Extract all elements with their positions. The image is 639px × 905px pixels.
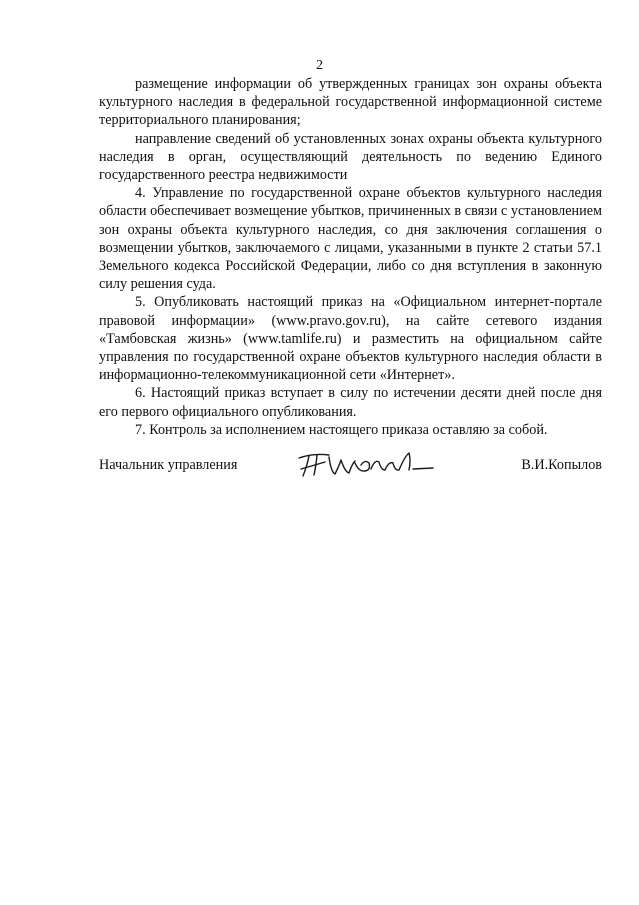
paragraph-real-estate-registry: направление сведений об установленных зонах охраны объекта культурного наследия в орган, осуществляющий деятельность по ведению Единого государственного реестра недвижимости — [99, 130, 602, 184]
paragraph-5-publication: 5. Опубликовать настоящий приказ на «Официальном интернет-портале правовой информации» (www.pravo.gov.ru), на сайте сетевого издания «Тамбовская жизнь» (www.tamlife.ru) и разместить на официальном сайте управления по государственной охране объектов культурного наследия области в информационно-телекоммуникационной сети «Интернет». — [99, 294, 602, 384]
paragraph-4-compensation: 4. Управление по государственной охране объектов культурного наследия области обеспечивает возмещение убытков, причиненных в связи с установлением зон охраны объекта культурного наследия, со дня заключения соглашения о возмещении убытков, заключаемого с лицами, указанными в пункте 2 статьи 57.1 Земельного кодекса Российской Федерации, либо со дня вступления в законную силу решения суда. — [99, 185, 602, 293]
paragraph-7-control: 7. Контроль за исполнением настоящего приказа оставляю за собой. — [135, 421, 548, 438]
signatory-title: Начальник управления — [99, 457, 238, 473]
paragraph-6-entry-into-force: 6. Настоящий приказ вступает в силу по истечении десяти дней после дня его первого официального опубликования. — [99, 385, 602, 420]
paragraph-territorial-planning: размещение информации об утвержденных границах зон охраны объекта культурного наследия в федеральной государственной информационной системе территориального планирования; — [99, 76, 602, 129]
signatory-name: В.И.Копылов — [521, 457, 602, 473]
page-number: 2 — [316, 58, 323, 73]
document-body — [99, 75, 602, 439]
handwritten-signature — [293, 444, 443, 484]
signature-block — [99, 452, 602, 488]
